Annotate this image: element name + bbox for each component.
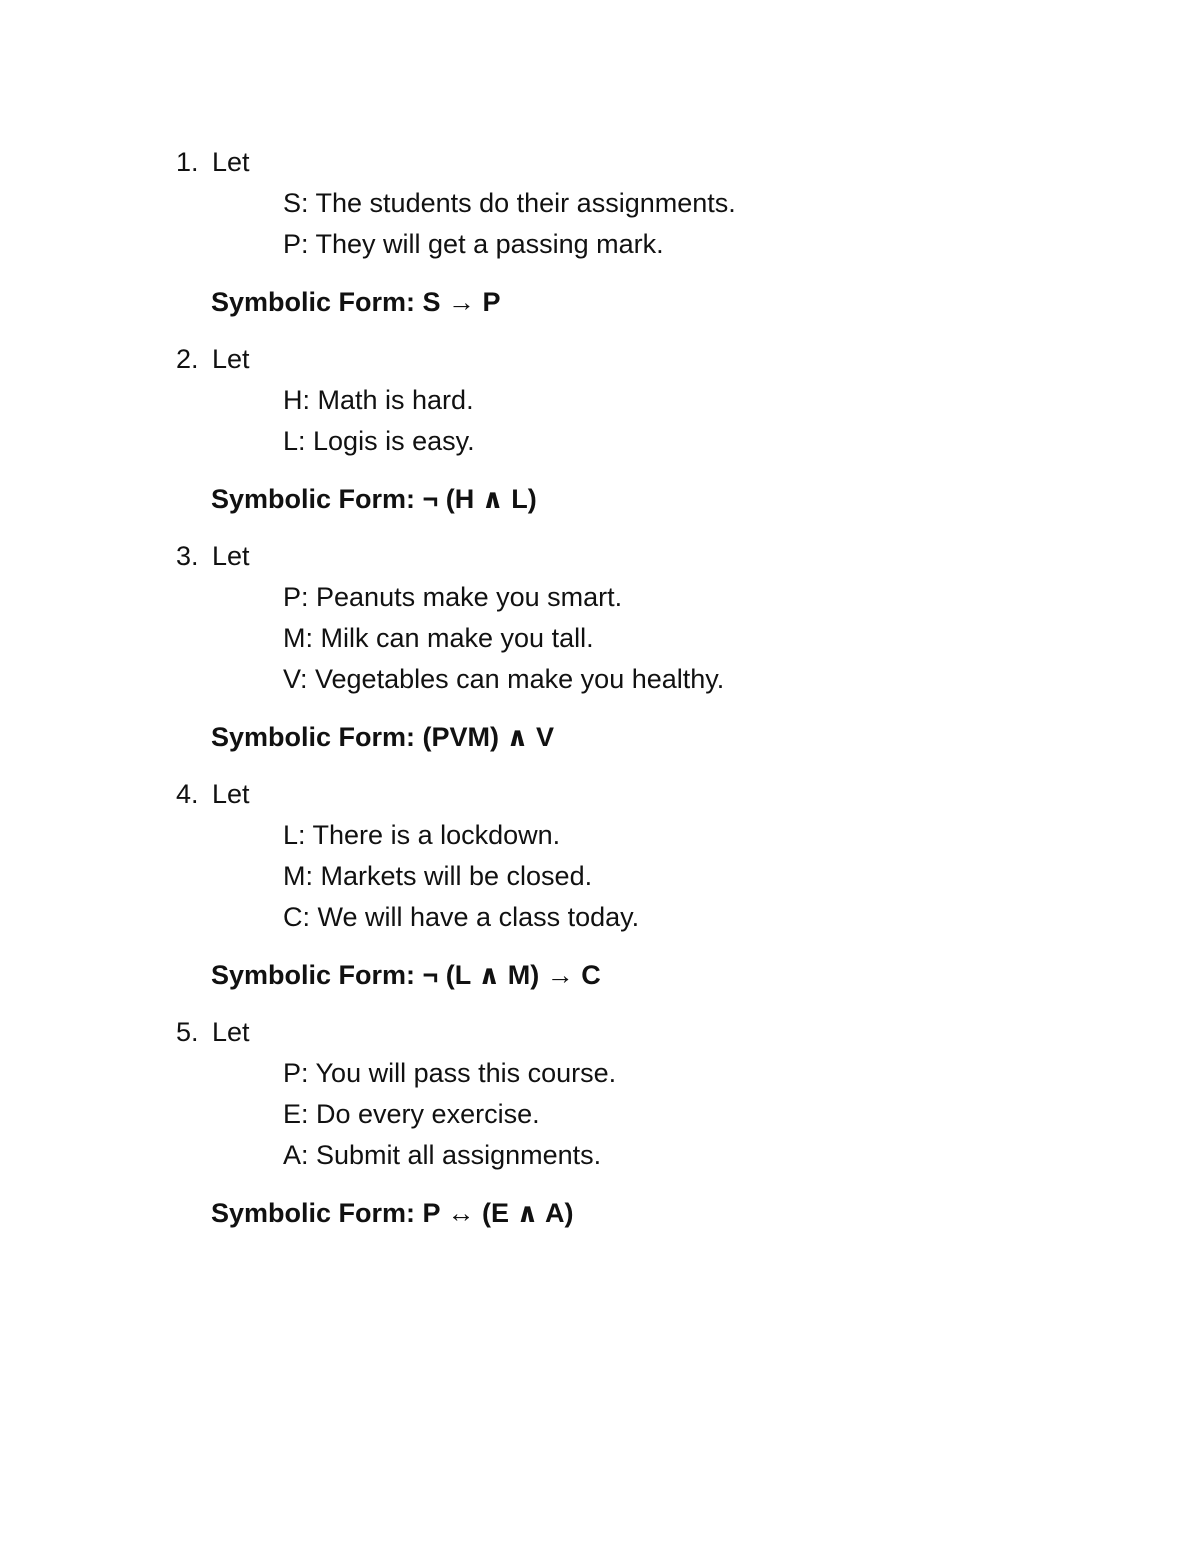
definition-line: H: Math is hard. bbox=[283, 385, 474, 415]
definition-line: L: Logis is easy. bbox=[283, 426, 475, 456]
symbolic-form: Symbolic Form: (PVM) ∧ V bbox=[211, 722, 554, 752]
definition-line: C: We will have a class today. bbox=[283, 902, 640, 932]
symbolic-form: Symbolic Form: ¬ (L ∧ M) → C bbox=[211, 960, 601, 990]
definition-line: M: Markets will be closed. bbox=[283, 861, 593, 891]
let-label: Let bbox=[212, 1017, 250, 1047]
item-number: 1. bbox=[176, 147, 199, 177]
item-number: 3. bbox=[176, 541, 199, 571]
let-line bbox=[176, 539, 250, 573]
definition-line: P: They will get a passing mark. bbox=[283, 229, 664, 259]
let-line bbox=[176, 145, 250, 179]
let-label: Let bbox=[212, 541, 250, 571]
item-number: 2. bbox=[176, 344, 199, 374]
definition-line: A: Submit all assignments. bbox=[283, 1140, 602, 1170]
definition-line: L: There is a lockdown. bbox=[283, 820, 561, 850]
symbolic-form: Symbolic Form: P ↔ (E ∧ A) bbox=[211, 1198, 574, 1228]
item-number: 4. bbox=[176, 779, 199, 809]
definition-line: E: Do every exercise. bbox=[283, 1099, 540, 1129]
definition-line: P: You will pass this course. bbox=[283, 1058, 617, 1088]
symbolic-form: Symbolic Form: ¬ (H ∧ L) bbox=[211, 484, 537, 514]
let-line bbox=[176, 342, 250, 376]
let-label: Let bbox=[212, 344, 250, 374]
let-label: Let bbox=[212, 779, 250, 809]
definition-line: M: Milk can make you tall. bbox=[283, 623, 594, 653]
symbolic-form: Symbolic Form: S → P bbox=[211, 287, 501, 317]
let-line bbox=[176, 1015, 250, 1049]
definition-line: S: The students do their assignments. bbox=[283, 188, 736, 218]
let-label: Let bbox=[212, 147, 250, 177]
definition-line: P: Peanuts make you smart. bbox=[283, 582, 623, 612]
item-number: 5. bbox=[176, 1017, 199, 1047]
definition-line: V: Vegetables can make you healthy. bbox=[283, 664, 725, 694]
let-line bbox=[176, 777, 250, 811]
